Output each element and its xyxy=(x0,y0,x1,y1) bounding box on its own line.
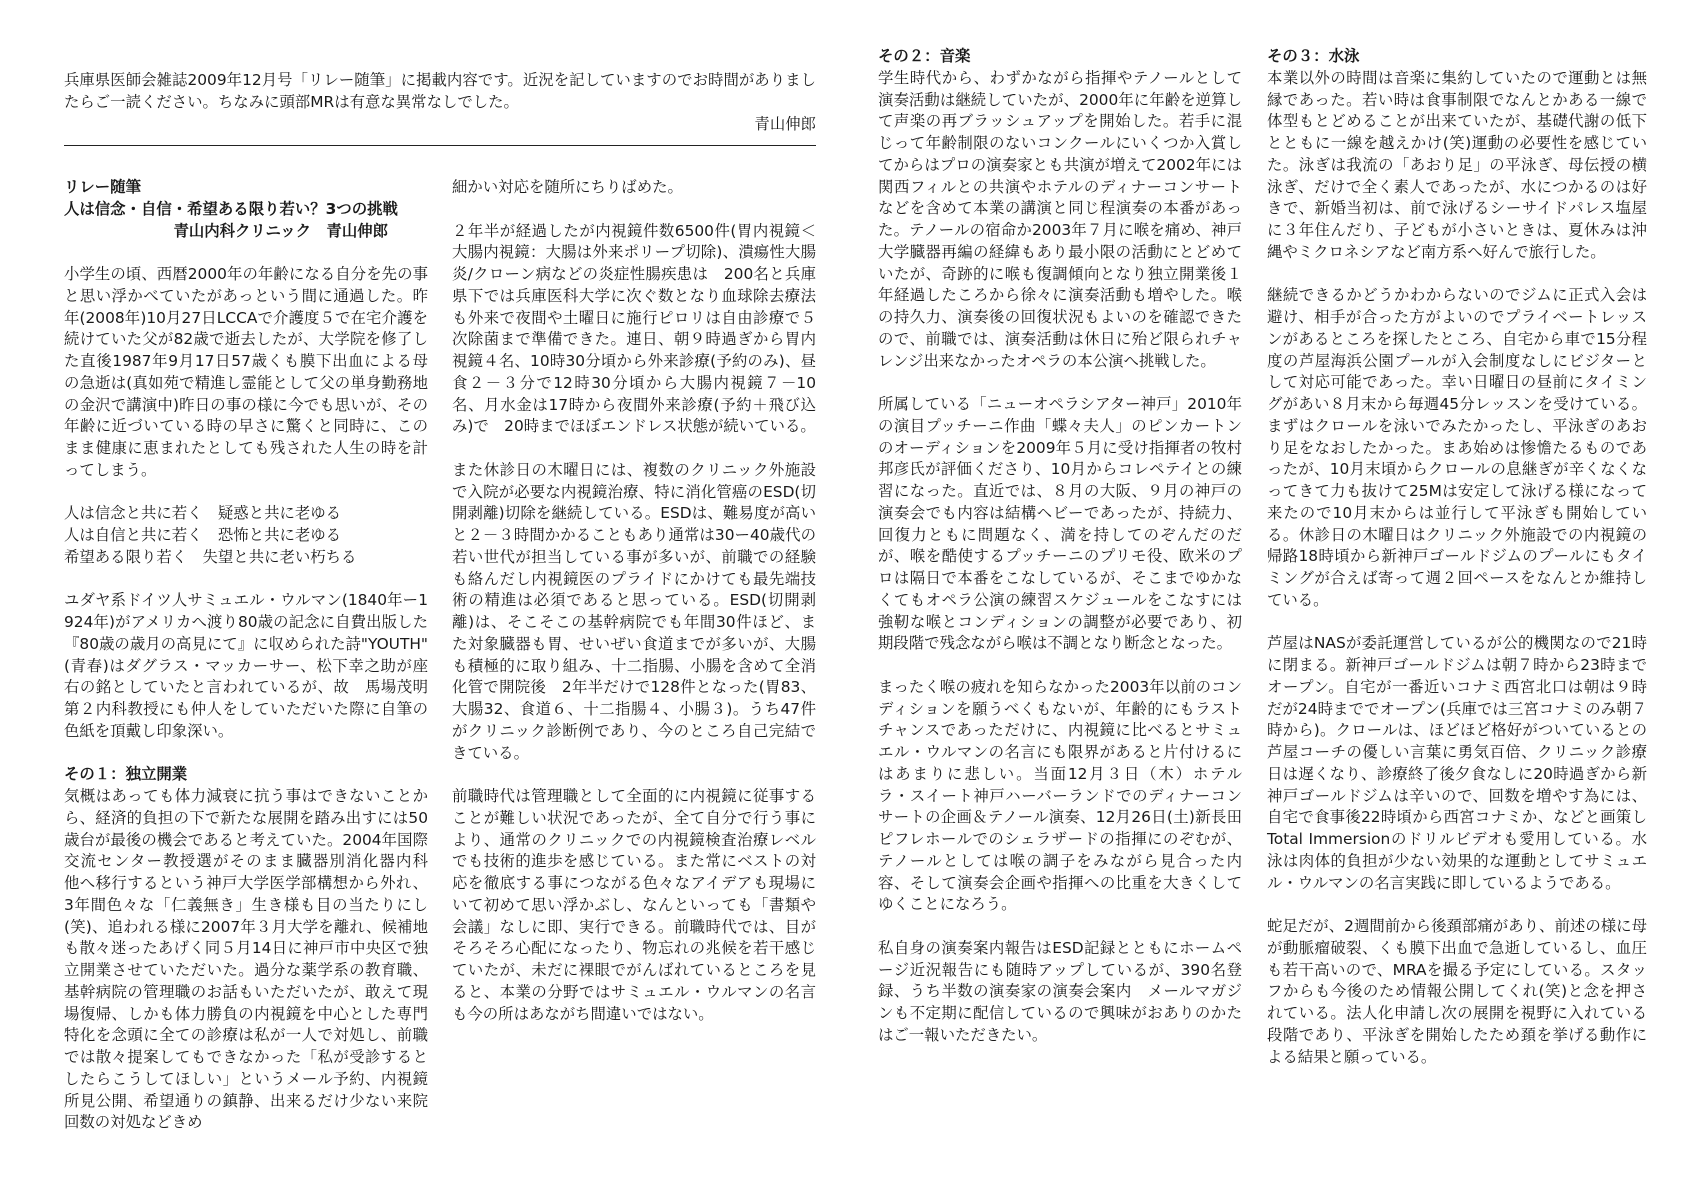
section-heading-3: その３：水泳 xyxy=(1267,47,1360,65)
paragraph: 学生時代から、わずかながら指揮やテノールとして演奏活動は継続していたが、2000年に年齢を逆算して声楽の再ブラッシュアップを開始した。若手に混じって年齢制限のないコンクールにいくつか入賞してからはプロの演奏家とも共演が増えて2002年には関西フィルとの共演やホテルのディナーコンサートなどを含めて本業の講演と同じ程演奏の本番があった。テノールの宿命か2003年７月に喉を痛め、神戸大学臓器再編の経緯もあり最小限の活動にとどめていたが、奇跡的に喉も復調傾向となり独立開業後１年経過したころから徐々に演奏活動も増やした。喉の持久力、演奏後の回復状況もよいのを確認できたので、前職では、演奏活動は休日に殆ど限られチャレンジ出来なかったオペラの本公演へ挑戦した。 xyxy=(878,68,1242,370)
paragraph: 継続できるかどうかわからないのでジムに正式入会は避け、相手が合った方がよいのでプライベートレッスンがあるところを探したところ、自宅から車で15分程度の芦屋海浜公園プールが入会制度なしにビジターとして対応可能であった。幸い日曜日の昼前にタイミングがあい８月末から毎週45分レッスンを受けている。まずはクロールを泳いでみたかったし、平泳ぎのあおり足をなおしたかった。まあ始めは惨憺たるものであったが、10月末頃からクロールの息継ぎが辛くなくなってきて力も抜けて25Mは安定して泳げる様になって来たので10月末からは並行して平泳ぎも開始している。休診日の木曜日はクリニック外施設での内視鏡の帰路18時頃から新神戸ゴールドジムのプールにもタイミングが合えば寄って週２回ペースをなんとか維持している。 xyxy=(1267,286,1647,609)
column-1 xyxy=(64,177,444,1134)
paragraph: 前職時代は管理職として全面的に内視鏡に従事することが難しい状況であったが、全て自分で行う事により、通常のクリニックでの内視鏡検査治療レベルでも技術的進歩を感じている。また常にベストの対応を徹底する事につながる色々なアイデアも現場にいて初めて思い浮かぶし、なんといっても「書類や会議」なしに即、実行できる。前職時代では、目がそろそろ心配になったり、物忘れの兆候を若干感じていたが、未だに裸眼でがんばれているところを見ると、本業の分野ではサミュエル・ウルマンの名言も今の所はあながち間違いではない。 xyxy=(452,787,816,1023)
motto-line: 人は自信と共に若く 恐怖と共に老ゆる xyxy=(64,526,342,544)
paragraph: 気概はあっても体力減衰に抗う事はできないことから、経済的負担の下で新たな展開を踏み出すには50歳台が最後の機会であると考えていた。2004年国際交流センター教授選がそのまま臓器別消化器内科 他へ移行するという神戸大学医学部構想から外れ、3年間色々な「仁義無き」生き様も目の当たりにし(笑)、追われる様に2007年３月大学を離れ、候補地も散々迷ったあげく同５月14日に神戸市中央区で独立開業させていただいた。過分な薬学系の教育職、基幹病院の管理職のお話もいただいたが、敢えて現場復帰、しかも体力勝負の内視鏡を中心とした専門特化を念頭に全ての診療は私が一人で対処し、前職では散々提案してもできなかった「私が受診するとしたらこうしてほしい」というメール予約、内視鏡所見公開、希望通りの鎮静、出来るだけ少ない来院回数の対処などきめ xyxy=(64,787,444,1132)
divider-rule xyxy=(64,145,816,146)
paragraph: まったく喉の疲れを知らなかった2003年以前のコンディションを願うべくもないが、年齢的にもラストチャンスであっただけに、内視鏡に比べるとサミュエル・ウルマンの名言にも限界があると片付けるにはあまりに悲しい。当面12月３日（木）ホテル ラ・スイート神戸ハーバーランドでのディナーコンサートの企画＆テノール演奏、12月26日(土)新長田ピフレホールでのシェラザードの指揮にのぞむが、テノールとしては喉の調子をみながら見合った内容、そして演奏会企画や指揮への比重を大きくしてゆくことになろう。 xyxy=(878,677,1258,914)
paragraph: 私自身の演奏案内報告はESD記録とともにホームページ近況報告にも随時アップしているが、390名登録、うち半数の演奏家の演奏会案内 メールマガジンも不定期に配信しているので興味がおありのかたはご一報いただきたい。 xyxy=(878,938,1242,1044)
paragraph: また休診日の木曜日には、複数のクリニック外施設で入院が必要な内視鏡治療、特に消化管癌のESD(切開剥離)切除を継続している。ESDは、難易度が高いと２－３時間かかることもあり通常は30ー40歳代の若い世代が担当している事が多いが、前職での経験も絡んだし内視鏡医のプライドにかけても最先端技術の精進は必須であると思っている。ESD(切開剥離)は、そこそこの基幹病院でも年間30件ほど、また対象臓器も胃、せいぜい食道までが多いが、大腸も積極的に取り組み、十二指腸、小腸を含めて全消化管で開院後 2年半だけで128件となった(胃83、大腸32、食道６、十二指腸４、小腸３)。うち47件がクリニック診断例であり、今のところ自己完結できている。 xyxy=(452,460,816,762)
intro-block xyxy=(64,70,816,135)
paragraph: 所属している「ニューオペラシアター神戸」2010年の演目プッチーニ作曲「蝶々夫人」のピンカートンのオーディションを2009年５月に受け指揮者の牧村邦彦氏が評価くださり、10月からコレペテイとの練習になった。直近では、８月の大阪、９月の神戸の演奏会でも内容は結構ヘビーであったが、持続力、回復力ともに問題なく、満を持してのぞんだのだが、喉を酷使するプッチーニのプリモ役、欧米のプロは隔日で本番をこなしているが、そこまでゆかなくてもオペラ公演の練習スケジュールをこなすには強靭な喉とコンディションの調整が必要であり、初期段階で残念ながら喉は不調となり断念となった。 xyxy=(878,395,1242,653)
article-title: 人は信念・自信・希望ある限り若い？3つの挑戦 xyxy=(64,199,398,218)
section-heading-2: その２：音楽 xyxy=(878,47,971,65)
intro-text: 兵庫県医師会雑誌2009年12月号「リレー随筆」に掲載内容です。近況を記していますのでお時間がありましたらご一読ください。ちなみに頭部MRは有意な異常なしでした。 xyxy=(64,71,816,111)
paragraph: 細かい対応を随所にちりばめた。 xyxy=(452,178,683,196)
column-3 xyxy=(878,46,1258,1047)
paragraph: 芦屋はNASが委託運営しているが公的機関なので21時に閉まる。新神戸ゴールドジムは朝７時から23時までオープン。自宅が一番近いコナミ西宮北口は朝は９時だが24時まででオープン(兵庫では三宮コナミのみ朝７時から)。クロールは、ほどほど格好がついているとの芦屋コーチの優しい言葉に勇気百倍、クリニック診療日は遅くなり、診療終了後夕食なしに20時過ぎから新神戸ゴールドジムは辛いので、回数を増やす為には、自宅で食事後22時頃から西宮コナミか、などと画策しTotal Immersionのドリルビデオも愛用している。水泳は肉体的負担が少ない効果的な運動としてサミュエル・ウルマンの名言実践に即しているようである。 xyxy=(1267,634,1647,892)
article-byline: 青山内科クリニック 青山伸郎 xyxy=(173,221,388,240)
motto-line: 人は信念と共に若く 疑惑と共に老ゆる xyxy=(64,504,342,523)
column-4 xyxy=(1267,46,1647,1068)
paragraph: ユダヤ系ドイツ人サミュエル・ウルマン(1840年ー1924年)がアメリカへ渡り80歳の記念に自費出版した『80歳の歳月の高見にて』に収められた詩"YOUTH"(青春)はダグラス・マッカーサー、松下幸之助が座右の銘としていたと言われているが、故 馬場茂明 第２内科教授にも仲人をしていただいた際に自筆の色紙を頂戴し印象深い。 xyxy=(64,591,444,740)
series-title: リレー随筆 xyxy=(64,178,141,196)
paragraph: 本業以外の時間は音楽に集約していたので運動とは無縁であった。若い時は食事制限でなんとかある一線で体型もとどめることが出来ていたが、基礎代謝の低下とともに一線を越えかけ(笑)運動の必要性を感じていた。泳ぎは我流の「あおり足」の平泳ぎ、母伝授の横泳ぎ、だけで全く素人であったが、水につかるのは好きで、新婚当初は、前で泳げるシーサイドパレス塩屋に３年住んだり、子どもが小さいときは、夏休みは沖縄やミクロネシアなど南方系へ好んで旅行した。 xyxy=(1267,68,1647,261)
column-2 xyxy=(452,177,816,1025)
paragraph: 蛇足だが、2週間前から後頚部痛があり、前述の様に母が動脈瘤破裂、くも膜下出血で急逝しているし、血圧も若干高いので、MRAを撮る予定にしている。スタッフからも今後のため情報公開してくれ(笑)と念を押されている。法人化申請し次の展開を視野に入れている段階であり、平泳ぎを開始したため頚を挙げる動作による結果と願っている。 xyxy=(1267,917,1647,1066)
motto-line: 希望ある限り若く 失望と共に老い朽ちる xyxy=(64,547,357,566)
paragraph: ２年半が経過したが内視鏡件数6500件(胃内視鏡＜大腸内視鏡：大腸は外来ポリープ切除)、潰瘍性大腸炎/クローン病などの炎症性腸疾患は 200名と兵庫県下では兵庫医科大学に次ぐ数となり血球除去療法も外来で夜間や土曜日に施行ピロリは自由診療で５次除菌まで準備できた。連日、朝９時過ぎから胃内視鏡４名、10時30分頃から外来診療(予約のみ)、昼食２－３分で12時30分頃から大腸内視鏡７－10名、月水金は17時から夜間外来診療(予約＋飛び込み)で 20時までほぼエンドレス状態が続いている。 xyxy=(452,221,816,436)
paragraph: 小学生の頃、西暦2000年の年齢になる自分を先の事と思い浮かべていたがあっという間に通過した。昨年(2008年)10月27日LCCAで介護度５で在宅介護を続けていた父が82歳で逝去したが、大学院を修了した直後1987年9月17日57歳くも膜下出血による母の急逝は(真如苑で精進し霊能として父の単身勤務地の金沢で講演中)昨日の事の様に今でも思いが、その年齢に近づいている時の早さに驚くと同時に、このまま健康に恵まれたとしても残された人生の時を計ってしまう。 xyxy=(64,265,428,479)
intro-author: 青山伸郎 xyxy=(754,114,816,133)
section-heading-1: その１：独立開業 xyxy=(64,765,188,784)
